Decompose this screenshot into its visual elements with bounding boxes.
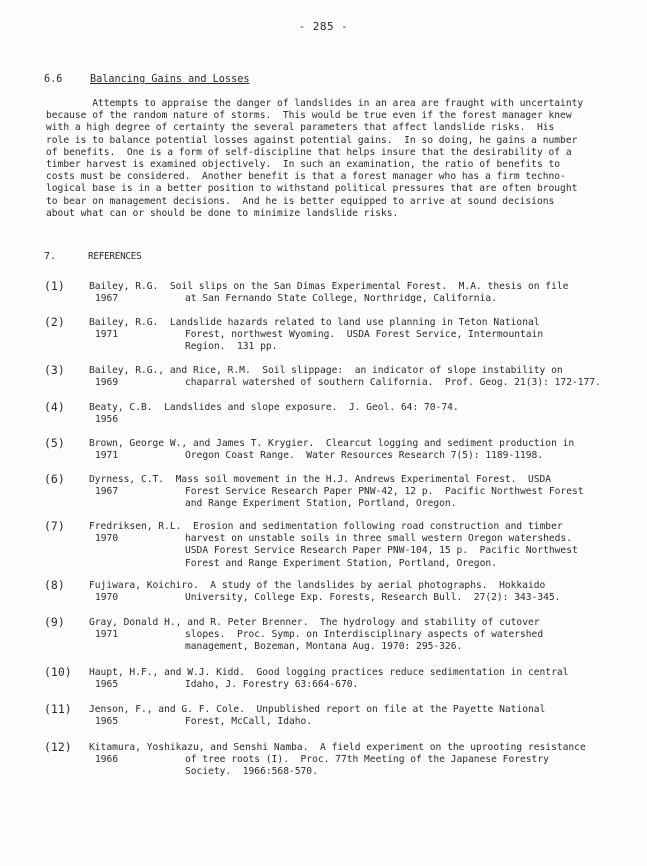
paragraph-line: to bear on management decisions. And he is better equipped to arrive at sound decisions — [46, 195, 555, 207]
section-number: 6.6 — [44, 74, 63, 85]
paragraph-line: timber harvest is examined objectively. In such an examination, the ratio of benefits to — [46, 159, 561, 171]
reference-number: (2) — [44, 315, 65, 329]
references-title: REFERENCES — [88, 251, 142, 262]
reference-number: (4) — [44, 400, 65, 414]
paragraph-line: costs must be considered. Another benefit is that a forest manager who has a firm techno- — [46, 171, 566, 183]
paragraph-line: Attempts to appraise the danger of landslides in an area are fraught with uncertainty — [46, 98, 584, 109]
reference-number: (10) — [44, 665, 72, 679]
reference-first-line: Kitamura, Yoshikazu, and Senshi Namba. A field experiment on the uprooting resistance — [89, 742, 586, 753]
paragraph-line: of benefits. One is a form of self-discipline that helps insure that the desirability of a — [46, 146, 572, 158]
reference-first-line: Jenson, F., and G. F. Cole. Unpublished report on file at the Payette National — [89, 704, 546, 715]
reference-continuation: harvest on unstable soils in three small western Oregon watersheds. — [185, 533, 572, 545]
reference-continuation: Society. 1966:568-570. — [185, 766, 318, 778]
paragraph-line: logical base is in a better position to withstand political pressures that are often brought — [46, 183, 578, 195]
reference-first-line: Fujiwara, Koichiro. A study of the landslides by aerial photographs. Hokkaido — [89, 580, 546, 591]
reference-number: (7) — [44, 519, 65, 533]
reference-first-line: Dyrness, C.T. Mass soil movement in the H.J. Andrews Experimental Forest. USDA — [89, 474, 552, 485]
paragraph-line: about what can or should be done to minimize landslide risks. — [46, 207, 399, 219]
reference-number: (5) — [44, 436, 65, 450]
reference-year: 1971 — [95, 329, 119, 341]
reference-number: (11) — [44, 702, 72, 716]
reference-year: 1966 — [95, 754, 119, 766]
reference-year: 1965 — [95, 679, 119, 691]
reference-continuation: Region. 131 pp. — [185, 341, 278, 353]
reference-first-line: Gray, Donald H., and R. Peter Brenner. The hydrology and stability of cutover — [89, 617, 540, 628]
page-number: - 285 - — [298, 20, 349, 33]
reference-number: (1) — [44, 279, 65, 293]
reference-year: 1971 — [95, 629, 119, 641]
reference-continuation: and Range Experiment Station, Portland, Oregon. — [185, 498, 457, 510]
body-paragraph — [46, 98, 616, 220]
paragraph-line: because of the random nature of storms. This would be true even if the forest manager knew — [46, 110, 572, 122]
reference-continuation: chaparral watershed of southern California. Prof. Geog. 21(3): 172-177. — [185, 377, 601, 389]
reference-first-line: Brown, George W., and James T. Krygier. Clearcut logging and sediment production in — [89, 438, 575, 449]
reference-year: 1971 — [95, 450, 119, 462]
references-heading — [44, 251, 141, 262]
reference-continuation: at San Fernando State College, Northridge, California. — [185, 293, 497, 305]
reference-year: 1970 — [95, 592, 119, 604]
section-title: Balancing Gains and Losses — [90, 74, 250, 85]
reference-first-line: Bailey, R.G. Landslide hazards related to land use planning in Teton National — [89, 317, 540, 328]
reference-first-line: Beaty, C.B. Landslides and slope exposure. J. Geol. 64: 70-74. — [89, 402, 459, 413]
reference-year: 1967 — [95, 486, 119, 498]
reference-continuation: management, Bozeman, Montana Aug. 1970: 295-326. — [185, 641, 463, 653]
reference-year: 1970 — [95, 533, 119, 545]
reference-continuation: Forest Service Research Paper PNW-42, 12 p. Pacific Northwest Forest — [185, 486, 584, 498]
reference-continuation: University, College Exp. Forests, Research Bull. 27(2): 343-345. — [185, 592, 561, 604]
reference-number: (8) — [44, 578, 65, 592]
section-heading — [44, 74, 249, 85]
reference-first-line: Bailey, R.G., and Rice, R.M. Soil slippage: an indicator of slope instability on — [89, 365, 563, 376]
paragraph-line: with a high degree of certainty the several parameters that affect landslide risks. His — [46, 122, 555, 134]
reference-first-line: Bailey, R.G. Soil slips on the San Dimas Experimental Forest. M.A. thesis on file — [89, 281, 569, 292]
reference-first-line: Haupt, H.F., and W.J. Kidd. Good logging practices reduce sedimentation in central — [89, 667, 569, 678]
reference-year: 1969 — [95, 377, 119, 389]
reference-year: 1965 — [95, 716, 119, 728]
reference-continuation: Oregon Coast Range. Water Resources Research 7(5): 1189-1198. — [185, 450, 544, 462]
reference-number: (3) — [44, 363, 65, 377]
paragraph-line: role is to balance potential losses against potential gains. In so doing, he gains a number — [46, 134, 578, 146]
reference-number: (9) — [44, 615, 65, 629]
reference-continuation: of tree roots (I). Proc. 77th Meeting of the Japanese Forestry — [185, 754, 549, 766]
reference-number: (12) — [44, 740, 72, 754]
reference-year: 1956 — [95, 414, 119, 426]
reference-continuation: Forest, northwest Wyoming. USDA Forest Service, Intermountain — [185, 329, 544, 341]
reference-continuation: Forest, McCall, Idaho. — [185, 716, 313, 728]
reference-continuation: slopes. Proc. Symp. on Interdisciplinary aspects of watershed — [185, 629, 544, 641]
reference-continuation: Idaho, J. Forestry 63:664-670. — [185, 679, 359, 691]
reference-year: 1967 — [95, 293, 119, 305]
reference-number: (6) — [44, 472, 65, 486]
references-number: 7. — [44, 251, 57, 262]
reference-continuation: Forest and Range Experiment Station, Portland, Oregon. — [185, 557, 497, 569]
reference-continuation: USDA Forest Service Research Paper PNW-104, 15 p. Pacific Northwest — [185, 545, 578, 557]
reference-first-line: Fredriksen, R.L. Erosion and sedimentation following road construction and timber — [89, 521, 563, 532]
